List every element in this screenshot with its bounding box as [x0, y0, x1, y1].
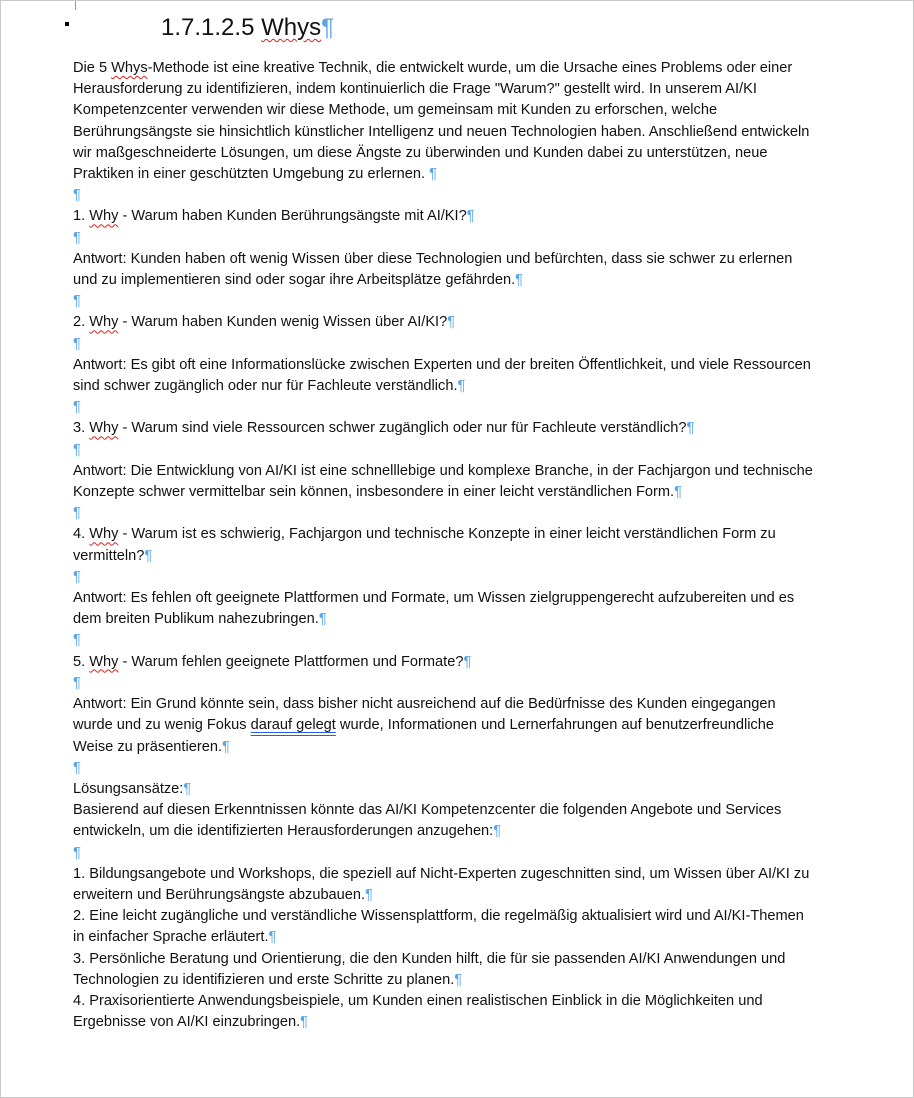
- empty-paragraph: [73, 503, 813, 524]
- empty-paragraph: [73, 334, 813, 355]
- empty-paragraph: [73, 567, 813, 588]
- pilcrow-icon: ¶: [73, 335, 81, 352]
- solutions-intro[interactable]: Basierend auf diesen Erkenntnissen könnte das AI/KI Kompetenzcenter die folgenden Angebote und Services entwickeln, um die identifizierten Herausforderungen anzugehen:¶: [73, 802, 782, 840]
- pilcrow-icon: ¶: [463, 653, 472, 670]
- spelling-error-why[interactable]: Why: [89, 526, 119, 543]
- why-question-1[interactable]: 1. Why - Warum haben Kunden Berührungsängste mit AI/KI?¶: [73, 208, 475, 225]
- empty-paragraph: [73, 843, 813, 864]
- pilcrow-icon: ¶: [73, 293, 81, 310]
- solutions-heading[interactable]: Lösungsansätze:¶: [73, 780, 192, 797]
- pilcrow-icon: ¶: [365, 886, 373, 903]
- spelling-error-why[interactable]: Why: [89, 420, 119, 437]
- why-question-3[interactable]: 3. Why - Warum sind viele Ressourcen schwer zugänglich oder nur für Fachleute verständlich?¶: [73, 420, 695, 437]
- empty-paragraph: [73, 673, 813, 694]
- solution-item-3[interactable]: 3. Persönliche Beratung und Orientierung, die den Kunden hilft, die für sie passenden AI/KI Anwendungen und Technologien zu identifizieren und erste Schritte zu planen.¶: [73, 950, 786, 988]
- pilcrow-icon: ¶: [144, 547, 153, 564]
- pilcrow-icon: ¶: [466, 208, 475, 225]
- pilcrow-icon: ¶: [73, 632, 81, 649]
- pilcrow-icon: ¶: [429, 166, 437, 183]
- spelling-error-why[interactable]: Why: [89, 653, 119, 670]
- document-body[interactable]: [73, 58, 813, 1033]
- pilcrow-icon: ¶: [515, 272, 523, 289]
- why-question-2[interactable]: 2. Why - Warum haben Kunden wenig Wissen über AI/KI?¶: [73, 314, 456, 331]
- answer-4[interactable]: Antwort: Es fehlen oft geeignete Plattformen und Formate, um Wissen zielgruppengerecht aufzubereiten und es dem breiten Publikum nahezubringen.¶: [73, 590, 795, 628]
- spelling-error-why[interactable]: Why: [89, 314, 119, 331]
- heading-bullet-icon: [65, 22, 69, 26]
- heading-number: 1.7.1.2.5: [161, 14, 255, 41]
- pilcrow-icon: ¶: [73, 229, 81, 246]
- pilcrow-icon: ¶: [318, 611, 327, 628]
- intro-paragraph[interactable]: Die 5 Whys-Methode ist eine kreative Technik, die entwickelt wurde, um die Ursache eines Problems oder einer Herausforderung zu identifizieren, indem kontinuierlich die Frage "Warum?" gestellt wird. In unserem AI/KI Kompetenzcenter verwenden wir diese Methode, um gemeinsam mit Kunden zu erforschen, welche Berührungsängste sie hinsichtlich künstlicher Intelligenz und neuen Technologien haben. Anschließend entwickeln wir maßgeschneiderte Lösungen, um diese Ängste zu überwinden und Kunden dabei zu unterstützen, neue Praktiken in einer geschützten Umgebung zu erlernen. ¶: [73, 60, 810, 183]
- pilcrow-icon: ¶: [73, 568, 81, 585]
- pilcrow-icon: ¶: [674, 484, 682, 501]
- pilcrow-icon: ¶: [73, 187, 81, 204]
- empty-paragraph: [73, 228, 813, 249]
- spelling-error-why[interactable]: Why: [89, 208, 119, 225]
- pilcrow-icon: ¶: [73, 399, 81, 416]
- pilcrow-icon: ¶: [457, 378, 466, 395]
- pilcrow-icon: ¶: [73, 674, 81, 691]
- answer-2[interactable]: Antwort: Es gibt oft eine Informationslücke zwischen Experten und der breiten Öffentlichkeit, und viele Ressourcen sind schwer zugänglich oder nur für Fachleute verständlich.¶: [73, 356, 811, 395]
- why-question-4[interactable]: 4. Why - Warum ist es schwierig, Fachjargon und technische Konzepte in einer leicht verständlichen Form zu vermitteln?¶: [73, 526, 776, 564]
- empty-paragraph: [73, 397, 813, 418]
- answer-5[interactable]: Antwort: Ein Grund könnte sein, dass bisher nicht ausreichend auf die Bedürfnisse des Kunden eingegangen wurde und zu wenig Fokus darauf gelegt wurde, Informationen und Lernerfahrungen auf benutzerfreundliche Weise zu präsentieren.¶: [73, 696, 776, 755]
- pilcrow-icon: ¶: [222, 738, 230, 755]
- pilcrow-icon: ¶: [686, 420, 695, 437]
- solution-item-4[interactable]: 4. Praxisorientierte Anwendungsbeispiele, um Kunden einen realistischen Einblick in die Möglichkeiten und Ergebnisse von AI/KI einzubringen.¶: [73, 992, 763, 1031]
- pilcrow-icon: ¶: [300, 1014, 309, 1031]
- empty-paragraph: [73, 630, 813, 651]
- empty-paragraph: [73, 291, 813, 312]
- heading-title: Whys: [261, 14, 322, 41]
- pilcrow-icon: ¶: [73, 505, 81, 522]
- answer-3[interactable]: Antwort: Die Entwicklung von AI/KI ist eine schnelllebige und komplexe Branche, in der Fachjargon und technische Konzepte schwer vermittelbar sein können, insbesondere in einer leicht verständlichen Form.¶: [73, 462, 813, 501]
- why-question-5[interactable]: 5. Why - Warum fehlen geeignete Plattformen und Formate?¶: [73, 653, 472, 670]
- pilcrow-icon: ¶: [447, 314, 456, 331]
- pilcrow-icon: ¶: [493, 823, 502, 840]
- pilcrow-icon: ¶: [73, 844, 81, 861]
- solution-item-1[interactable]: 1. Bildungsangebote und Workshops, die speziell auf Nicht-Experten zugeschnitten sind, um Wissen über AI/KI zu erweitern und Berührungsängste abzubauen.¶: [73, 865, 810, 903]
- grammar-suggestion[interactable]: darauf gelegt: [250, 717, 336, 734]
- pilcrow-icon: ¶: [183, 780, 192, 797]
- pilcrow-icon: ¶: [454, 971, 463, 988]
- pilcrow-icon: ¶: [73, 759, 81, 776]
- empty-paragraph: [73, 440, 813, 461]
- pilcrow-icon: ¶: [73, 441, 81, 458]
- section-heading[interactable]: [161, 13, 334, 43]
- solution-item-2[interactable]: 2. Eine leicht zugängliche und verständliche Wissensplattform, die regelmäßig aktualisiert wird und AI/KI-Themen in einfacher Sprache erläutert.¶: [73, 908, 804, 946]
- empty-paragraph: [73, 185, 813, 206]
- pilcrow-icon: ¶: [321, 14, 334, 41]
- margin-corner-mark: [75, 1, 76, 10]
- pilcrow-icon: ¶: [268, 929, 277, 946]
- empty-paragraph: [73, 758, 813, 779]
- spelling-error-whys[interactable]: Whys: [111, 60, 148, 76]
- answer-1[interactable]: Antwort: Kunden haben oft wenig Wissen über diese Technologien und befürchten, dass sie schwer zu erlernen und zu implementieren sind oder sogar ihre Arbeitsplätze gefährden.¶: [73, 250, 793, 289]
